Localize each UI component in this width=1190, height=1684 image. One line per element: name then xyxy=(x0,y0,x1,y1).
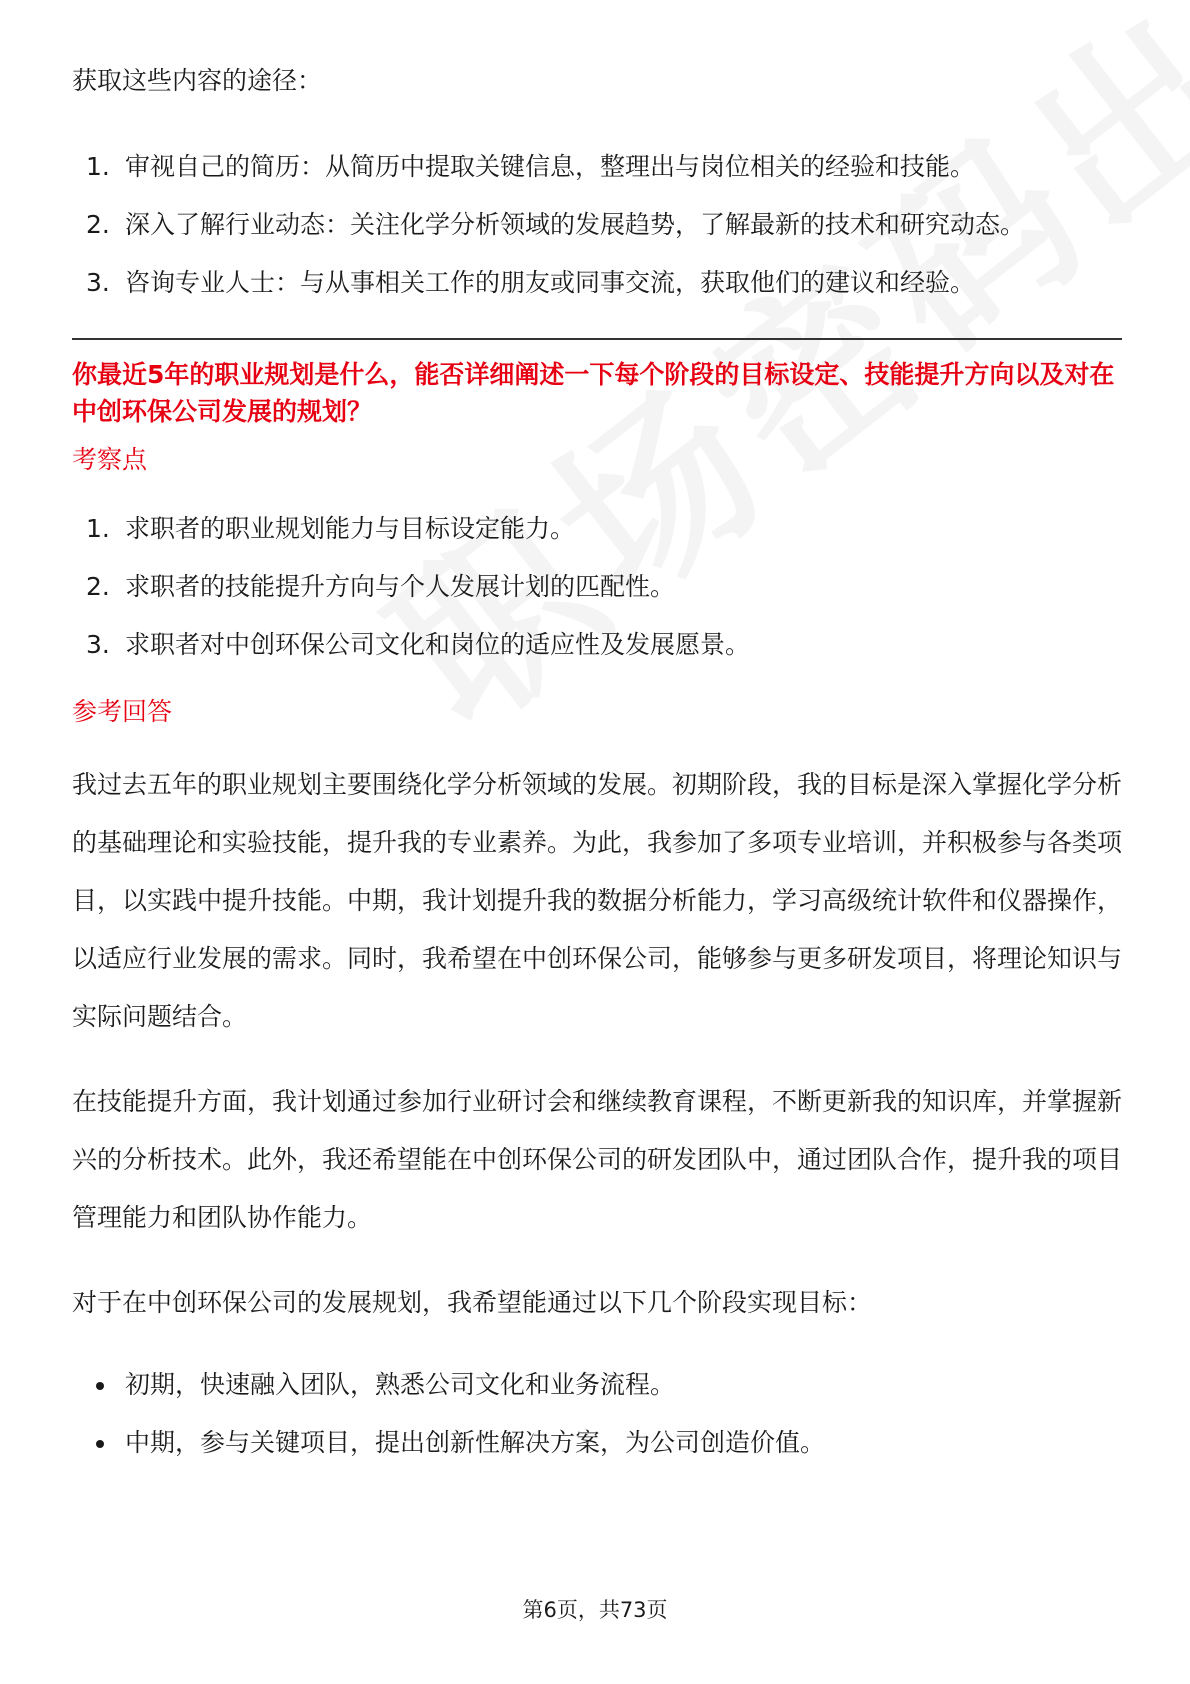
intro-list xyxy=(72,138,1122,312)
list-item: 2. 深入了解行业动态：关注化学分析领域的发展趋势，了解最新的技术和研究动态。 xyxy=(86,210,1026,239)
answer-paragraph: 在技能提升方面，我计划通过参加行业研讨会和继续教育课程，不断更新我的知识库，并掌握新兴的分析技术。此外，我还希望能在中创环保公司的研发团队中，通过团队合作，提升我的项目管理能力和团队协作能力。 xyxy=(72,1087,1123,1232)
answer-paragraph: 对于在中创环保公司的发展规划，我希望能通过以下几个阶段实现目标： xyxy=(72,1288,873,1317)
assessment-heading: 考察点 xyxy=(72,445,148,474)
list-item: 1. 求职者的职业规划能力与目标设定能力。 xyxy=(86,514,576,543)
list-item: 2. 求职者的技能提升方向与个人发展计划的匹配性。 xyxy=(86,572,676,601)
page-number: 第6页，共73页 xyxy=(522,1598,668,1622)
page-content xyxy=(72,52,1122,1472)
list-item: 1. 审视自己的简历：从简历中提取关键信息，整理出与岗位相关的经验和技能。 xyxy=(86,152,976,181)
list-item: 3. 求职者对中创环保公司文化和岗位的适应性及发展愿景。 xyxy=(86,630,751,659)
list-item: 初期，快速融入团队，熟悉公司文化和业务流程。 xyxy=(72,1356,1122,1414)
list-item: 3. 咨询专业人士：与从事相关工作的朋友或同事交流，获取他们的建议和经验。 xyxy=(86,268,976,297)
list-item: 中期，参与关键项目，提出创新性解决方案，为公司创造价值。 xyxy=(72,1414,1122,1472)
answer-heading: 参考回答 xyxy=(72,697,173,726)
intro-heading: 获取这些内容的途径： xyxy=(72,66,323,95)
plan-bullet-list xyxy=(72,1356,1122,1472)
assessment-list xyxy=(72,500,1122,674)
answer-paragraph: 我过去五年的职业规划主要围绕化学分析领域的发展。初期阶段，我的目标是深入掌握化学分析的基础理论和实验技能，提升我的专业素养。为此，我参加了多项专业培训，并积极参与各类项目，以实践中提升技能。中期，我计划提升我的数据分析能力，学习高级统计软件和仪器操作，以适应行业发展的需求。同时，我希望在中创环保公司，能够参与更多研发项目，将理论知识与实际问题结合。 xyxy=(72,770,1123,1031)
question-title: 你最近5年的职业规划是什么，能否详细阐述一下每个阶段的目标设定、技能提升方向以及对在中创环保公司发展的规划？ xyxy=(72,360,1115,426)
